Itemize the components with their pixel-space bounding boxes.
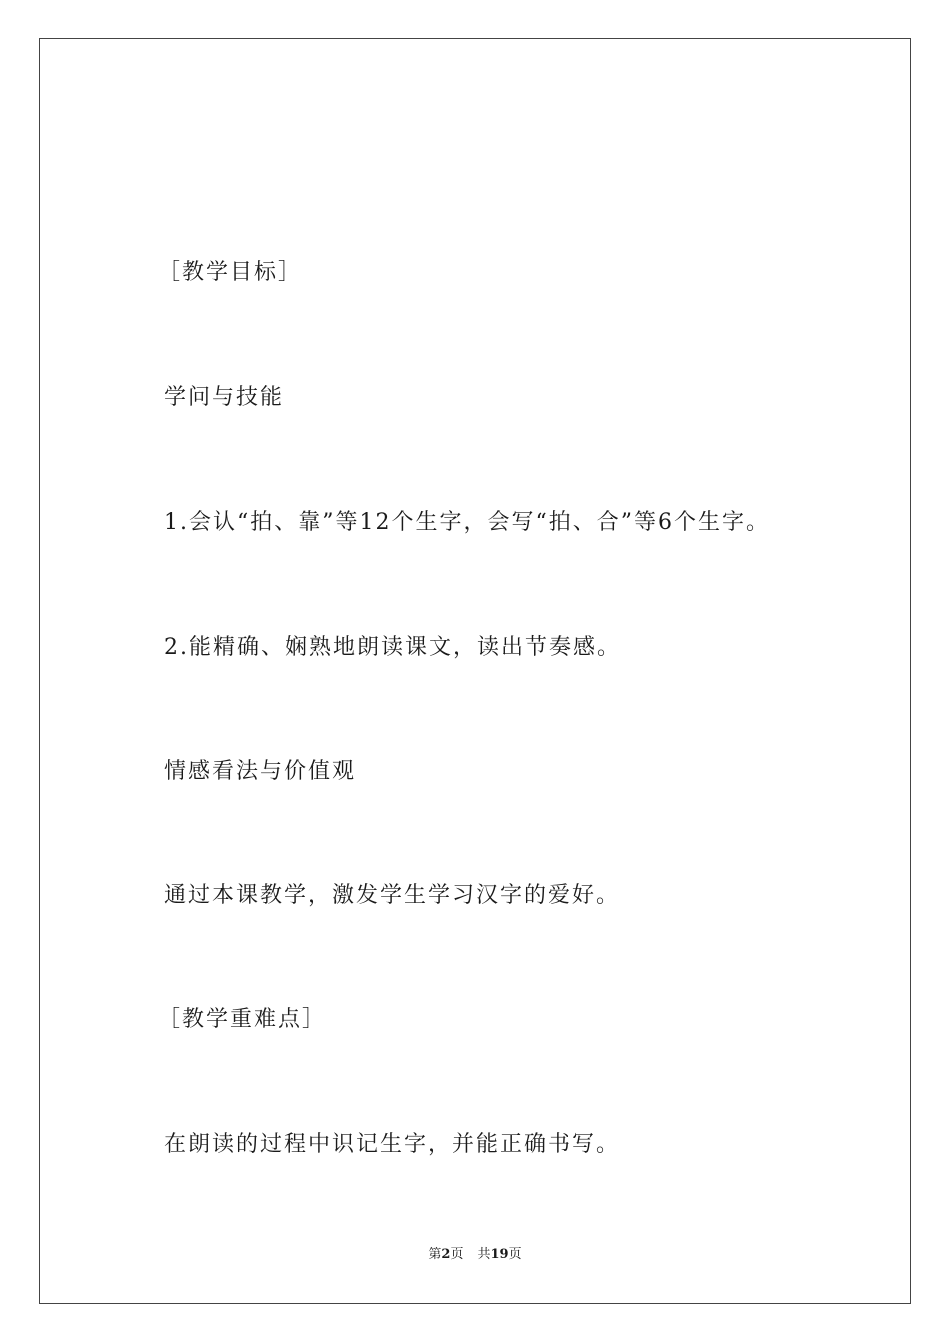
footer-page-number: 2 bbox=[441, 1247, 451, 1262]
footer-total-suffix: 页 bbox=[508, 1247, 522, 1262]
objective-attitude-text: 通过本课教学，激发学生学习汉字的爱好。 bbox=[164, 883, 621, 908]
objective-item-2: 2.能精确、娴熟地朗读课文，读出节奏感。 bbox=[164, 635, 621, 660]
footer-page-suffix: 页 bbox=[450, 1247, 464, 1262]
footer-total-prefix: 共 bbox=[477, 1247, 491, 1262]
section-heading-objectives: ［教学目标］ bbox=[158, 260, 303, 285]
objective-item-1: 1.会认“拍、靠”等12个生字，会写“拍、合”等6个生字。 bbox=[164, 510, 770, 535]
footer-page-prefix: 第 bbox=[428, 1247, 442, 1262]
key-points-text: 在朗读的过程中识记生字，并能正确书写。 bbox=[164, 1132, 621, 1157]
subheading-attitude-values: 情感看法与价值观 bbox=[164, 759, 357, 784]
section-heading-key-points: ［教学重难点］ bbox=[158, 1007, 327, 1032]
page-footer bbox=[0, 1246, 950, 1264]
subheading-knowledge-skills: 学问与技能 bbox=[164, 385, 285, 410]
footer-total-pages: 19 bbox=[490, 1247, 509, 1262]
page-frame bbox=[39, 38, 911, 1304]
